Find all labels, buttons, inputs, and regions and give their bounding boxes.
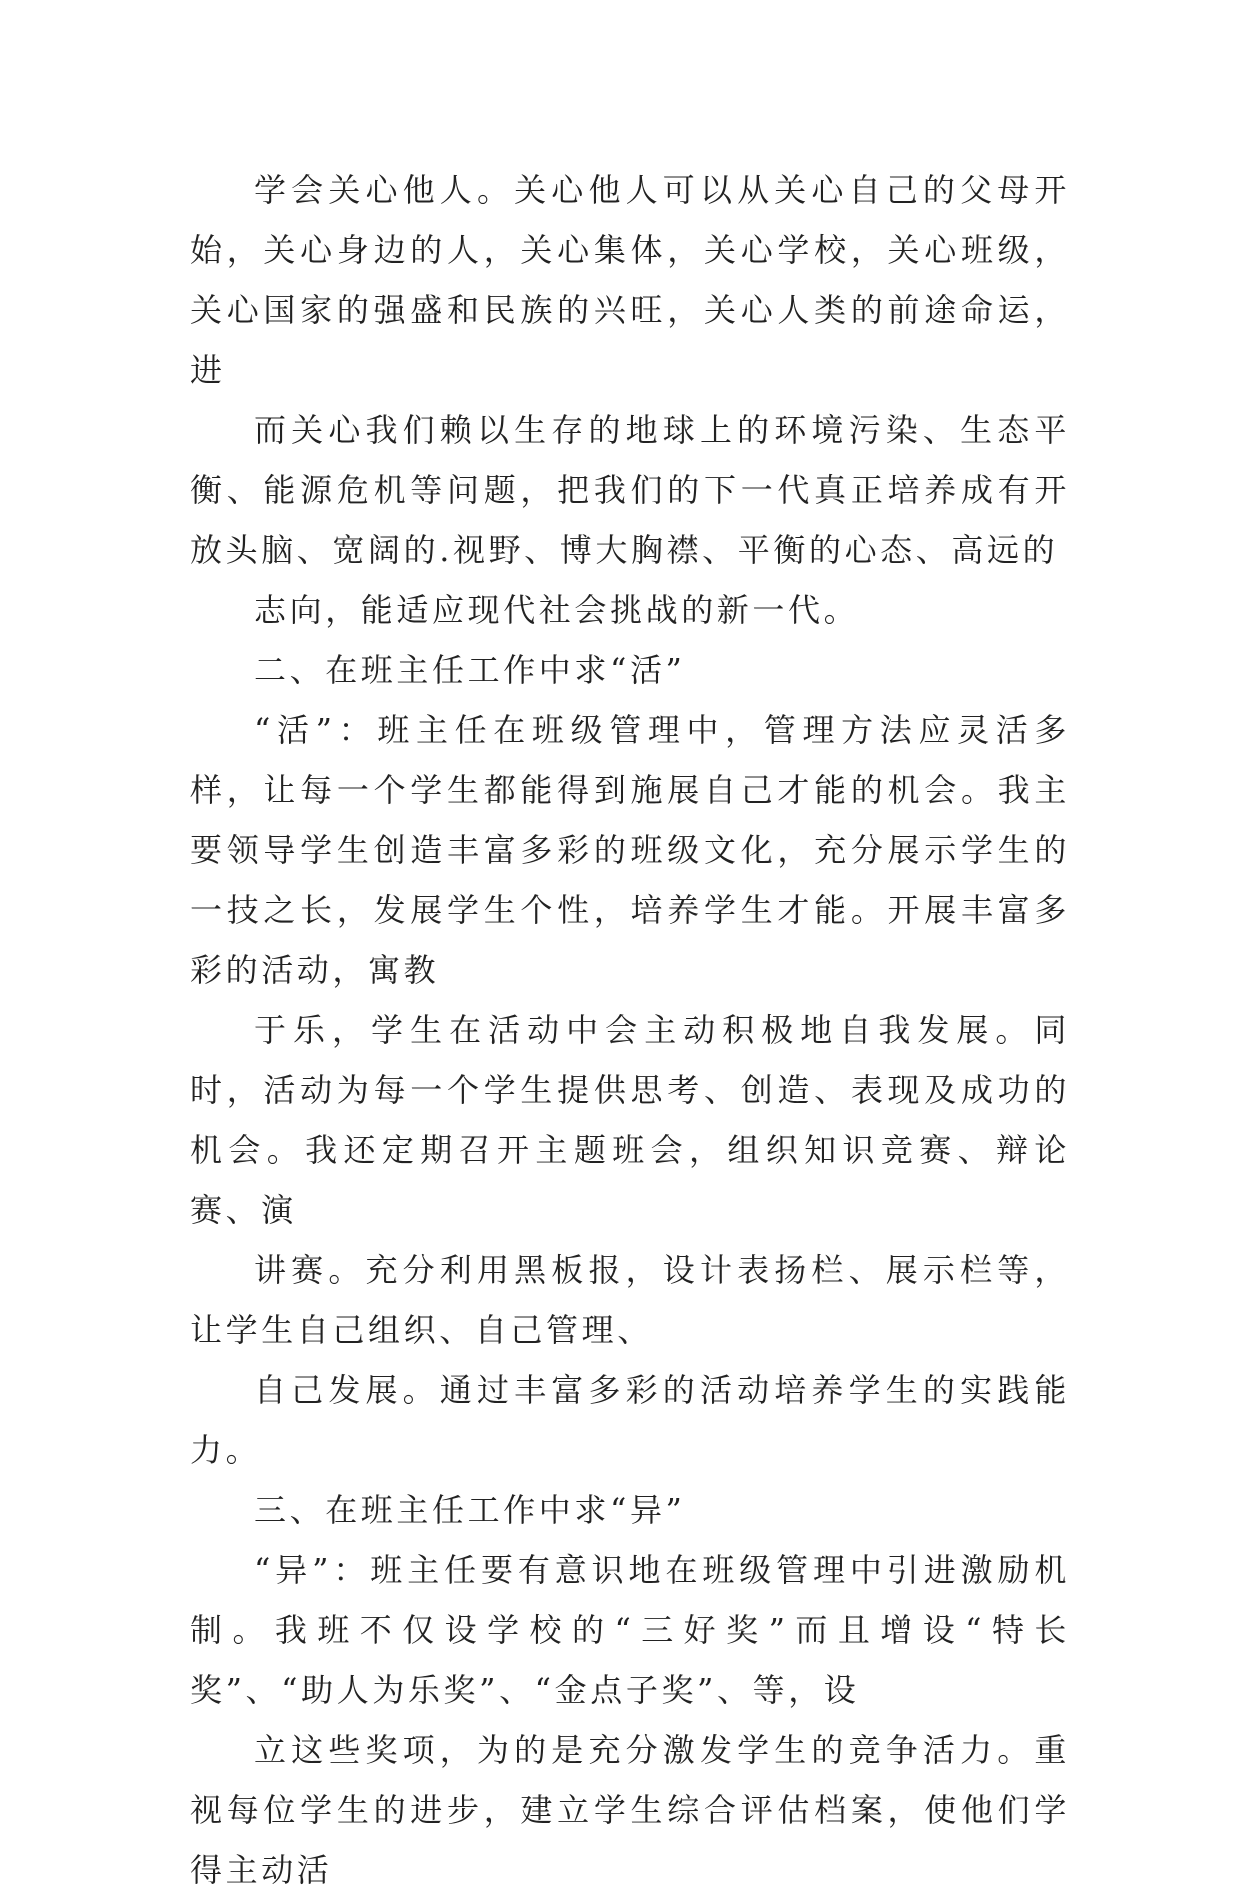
document-body — [190, 160, 1070, 1900]
paragraph: 自己发展。通过丰富多彩的活动培养学生的实践能力。 — [190, 1371, 1070, 1469]
paragraph: 学会关心他人。关心他人可以从关心自己的父母开始，关心身边的人，关心集体，关心学校，关心班级，关心国家的强盛和民族的兴旺，关心人类的前途命运，进 — [190, 171, 1070, 389]
paragraph: “异”：班主任要有意识地在班级管理中引进激励机制。我班不仅设学校的“三好奖”而且增设“特长奖”、“助人为乐奖”、“金点子奖”、等，设 — [190, 1551, 1070, 1709]
paragraph: “活”：班主任在班级管理中，管理方法应灵活多样，让每一个学生都能得到施展自己才能的机会。我主要领导学生创造丰富多彩的班级文化，充分展示学生的一技之长，发展学生个性，培养学生才能。开展丰富多彩的活动，寓教 — [190, 711, 1070, 989]
section-heading: 二、在班主任工作中求“活” — [254, 651, 686, 689]
paragraph: 立这些奖项，为的是充分激发学生的竞争活力。重视每位学生的进步，建立学生综合评估档案，使他们学得主动活 — [190, 1731, 1070, 1889]
paragraph: 志向，能适应现代社会挑战的新一代。 — [254, 591, 860, 629]
section-heading: 三、在班主任工作中求“异” — [254, 1491, 686, 1529]
paragraph: 讲赛。充分利用黑板报，设计表扬栏、展示栏等，让学生自己组织、自己管理、 — [190, 1251, 1070, 1349]
paragraph: 而关心我们赖以生存的地球上的环境污染、生态平衡、能源危机等问题，把我们的下一代真正培养成有开放头脑、宽阔的.视野、博大胸襟、平衡的心态、高远的 — [190, 411, 1070, 569]
paragraph: 于乐，学生在活动中会主动积极地自我发展。同时，活动为每一个学生提供思考、创造、表现及成功的机会。我还定期召开主题班会，组织知识竞赛、辩论赛、演 — [190, 1011, 1070, 1229]
